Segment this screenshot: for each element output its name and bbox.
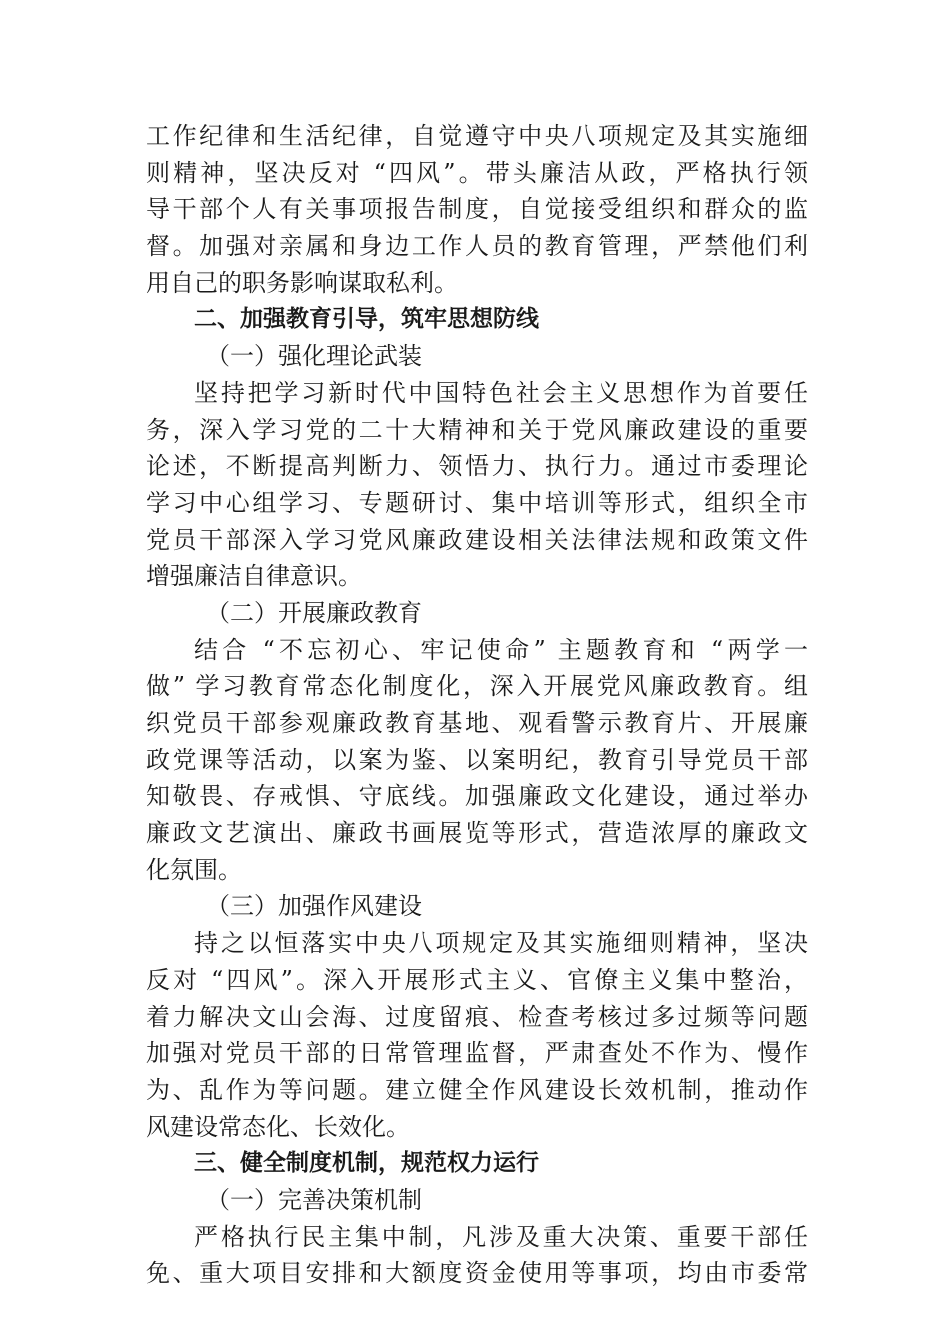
text-line: 则精神，坚决反对 “四风”。带头廉洁从政，严格执行领 <box>146 158 808 187</box>
paragraph-first-line: 结合 “不忘初心、牢记使命” 主题教育和 “两学一 <box>194 635 808 664</box>
text-line: 免、重大项目安排和大额度资金使用等事项，均由市委常 <box>146 1259 808 1288</box>
text-line: 风建设常态化、长效化。 <box>146 1112 410 1141</box>
subsection-heading: （一）完善决策机制 <box>206 1185 422 1214</box>
paragraph-first-line: 持之以恒落实中央八项规定及其实施细则精神，坚决 <box>194 929 808 958</box>
text-line: 政党课等活动，以案为鉴、以案明纪，教育引导党员干部 <box>146 745 808 774</box>
text-line: 廉政文艺演出、廉政书画展览等形式，营造浓厚的廉政文 <box>146 819 808 848</box>
text-line: 加强对党员干部的日常管理监督，严肃查处不作为、慢作 <box>146 1039 808 1068</box>
text-line: 织党员干部参观廉政教育基地、观看警示教育片、开展廉 <box>146 709 808 737</box>
document-body <box>146 118 808 1292</box>
text-line: 用自己的职务影响谋取私利。 <box>146 268 458 297</box>
text-line: 党员干部深入学习党风廉政建设相关法律法规和政策文件 <box>146 525 808 554</box>
text-line: 为、乱作为等问题。建立健全作风建设长效机制，推动作 <box>146 1075 808 1104</box>
paragraph-first-line: 严格执行民主集中制，凡涉及重大决策、重要干部任 <box>194 1222 808 1251</box>
text-line: 化氛围。 <box>146 855 242 884</box>
text-line: 反对 “四风”。深入开展形式主义、官僚主义集中整治， <box>146 965 808 994</box>
section-heading: 三、健全制度机制，规范权力运行 <box>194 1150 539 1177</box>
text-line: 务，深入学习党的二十大精神和关于党风廉政建设的重要 <box>146 415 808 444</box>
text-line: 知敬畏、存戒惧、守底线。加强廉政文化建设，通过举办 <box>146 782 808 811</box>
subsection-heading: （三）加强作风建设 <box>206 892 422 921</box>
text-line: 导干部个人有关事项报告制度，自觉接受组织和群众的监 <box>146 195 808 224</box>
text-line: 督。加强对亲属和身边工作人员的教育管理，严禁他们利 <box>146 232 808 261</box>
subsection-heading: （二）开展廉政教育 <box>206 598 422 627</box>
text-line: 做” 学习教育常态化制度化，深入开展党风廉政教育。组 <box>146 672 808 701</box>
text-line: 着力解决文山会海、过度留痕、检查考核过多过频等问题 <box>146 1002 808 1031</box>
text-line: 学习中心组学习、专题研讨、集中培训等形式，组织全市 <box>146 488 808 517</box>
subsection-heading: （一）强化理论武装 <box>206 342 422 371</box>
paragraph-first-line: 坚持把学习新时代中国特色社会主义思想作为首要任 <box>194 378 808 407</box>
section-heading: 二、加强教育引导，筑牢思想防线 <box>194 306 539 333</box>
text-line: 工作纪律和生活纪律，自觉遵守中央八项规定及其实施细 <box>146 122 808 150</box>
text-line: 增强廉洁自律意识。 <box>146 562 362 591</box>
text-line: 论述，不断提高判断力、领悟力、执行力。通过市委理论 <box>146 452 808 481</box>
